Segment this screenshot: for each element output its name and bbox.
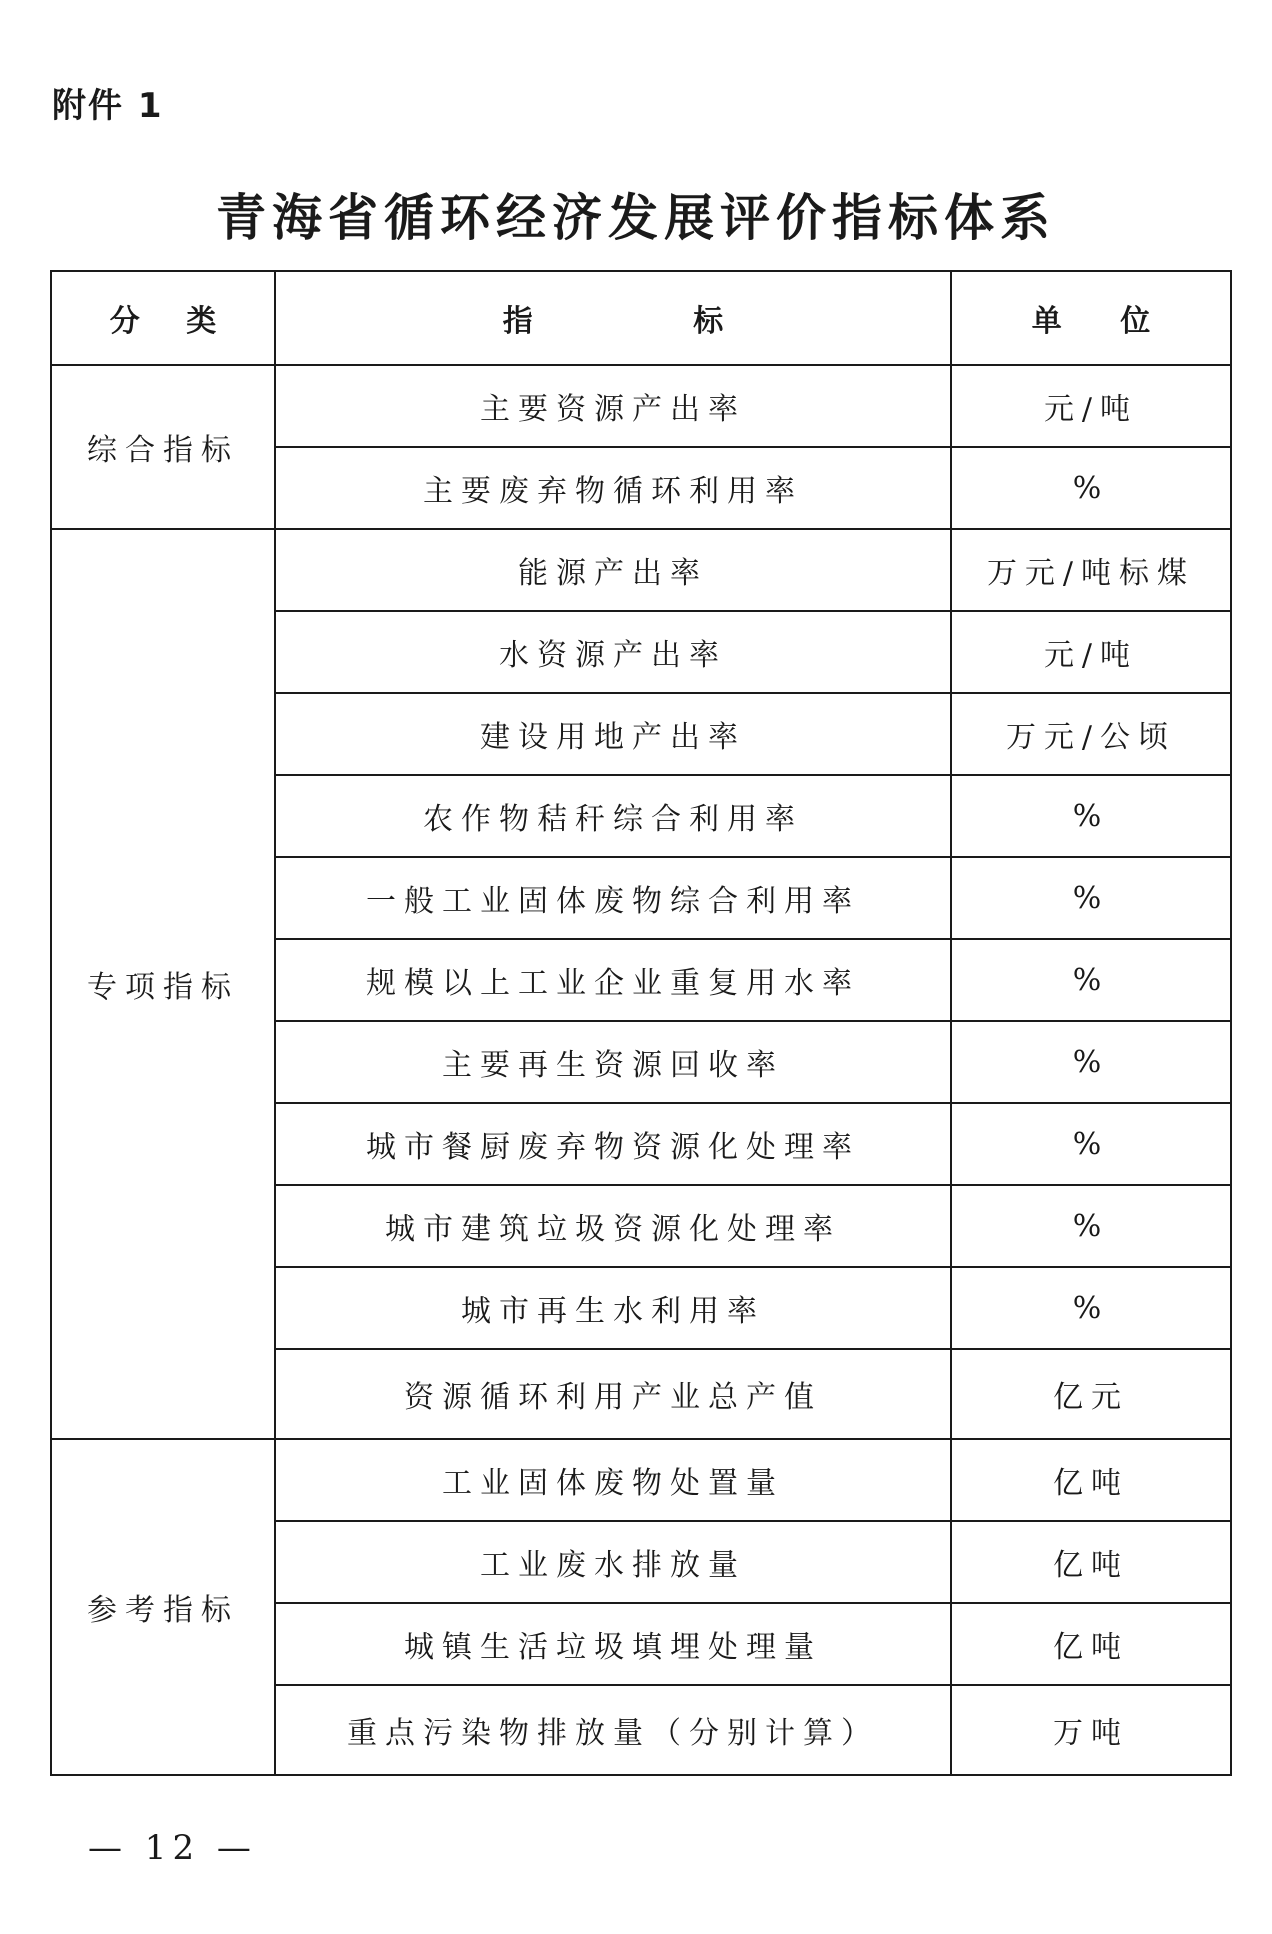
unit-cell: %	[951, 1103, 1231, 1185]
attachment-label: 附件 1	[52, 86, 164, 126]
unit-cell: 亿吨	[951, 1603, 1231, 1685]
table-row	[51, 529, 1231, 611]
unit-cell: %	[951, 1021, 1231, 1103]
category-cell: 专项指标	[51, 529, 275, 1439]
page-number: — 12 —	[88, 1828, 257, 1868]
unit-cell: %	[951, 1267, 1231, 1349]
unit-cell: %	[951, 939, 1231, 1021]
unit-cell: 亿吨	[951, 1521, 1231, 1603]
unit-cell: 元/吨	[951, 365, 1231, 447]
indicator-cell: 农作物秸秆综合利用率	[275, 775, 951, 857]
indicator-cell: 建设用地产出率	[275, 693, 951, 775]
indicator-cell: 资源循环利用产业总产值	[275, 1349, 951, 1439]
indicator-cell: 规模以上工业企业重复用水率	[275, 939, 951, 1021]
unit-cell: 万元/公顷	[951, 693, 1231, 775]
table-row	[51, 1439, 1231, 1521]
unit-cell: 万元/吨标煤	[951, 529, 1231, 611]
unit-cell: 亿吨	[951, 1439, 1231, 1521]
header-indicator: 指 标	[275, 271, 951, 365]
indicator-cell: 城市再生水利用率	[275, 1267, 951, 1349]
indicator-cell: 能源产出率	[275, 529, 951, 611]
indicator-cell: 主要废弃物循环利用率	[275, 447, 951, 529]
unit-cell: 亿元	[951, 1349, 1231, 1439]
indicator-table	[50, 270, 1232, 1776]
indicator-cell: 城市餐厨废弃物资源化处理率	[275, 1103, 951, 1185]
indicator-cell: 城市建筑垃圾资源化处理率	[275, 1185, 951, 1267]
category-cell: 参考指标	[51, 1439, 275, 1775]
indicator-cell: 城镇生活垃圾填埋处理量	[275, 1603, 951, 1685]
indicator-cell: 主要再生资源回收率	[275, 1021, 951, 1103]
unit-cell: %	[951, 1185, 1231, 1267]
indicator-cell: 重点污染物排放量（分别计算）	[275, 1685, 951, 1775]
indicator-cell: 水资源产出率	[275, 611, 951, 693]
category-cell: 综合指标	[51, 365, 275, 529]
indicator-cell: 一般工业固体废物综合利用率	[275, 857, 951, 939]
indicator-cell: 工业固体废物处置量	[275, 1439, 951, 1521]
document-title: 青海省循环经济发展评价指标体系	[216, 189, 1056, 247]
unit-cell: %	[951, 775, 1231, 857]
unit-cell: 万吨	[951, 1685, 1231, 1775]
indicator-cell: 工业废水排放量	[275, 1521, 951, 1603]
table-row	[51, 365, 1231, 447]
unit-cell: %	[951, 857, 1231, 939]
unit-cell: %	[951, 447, 1231, 529]
header-unit: 单 位	[951, 271, 1231, 365]
table-header-row	[51, 271, 1231, 365]
indicator-cell: 主要资源产出率	[275, 365, 951, 447]
header-category: 分 类	[51, 271, 275, 365]
unit-cell: 元/吨	[951, 611, 1231, 693]
